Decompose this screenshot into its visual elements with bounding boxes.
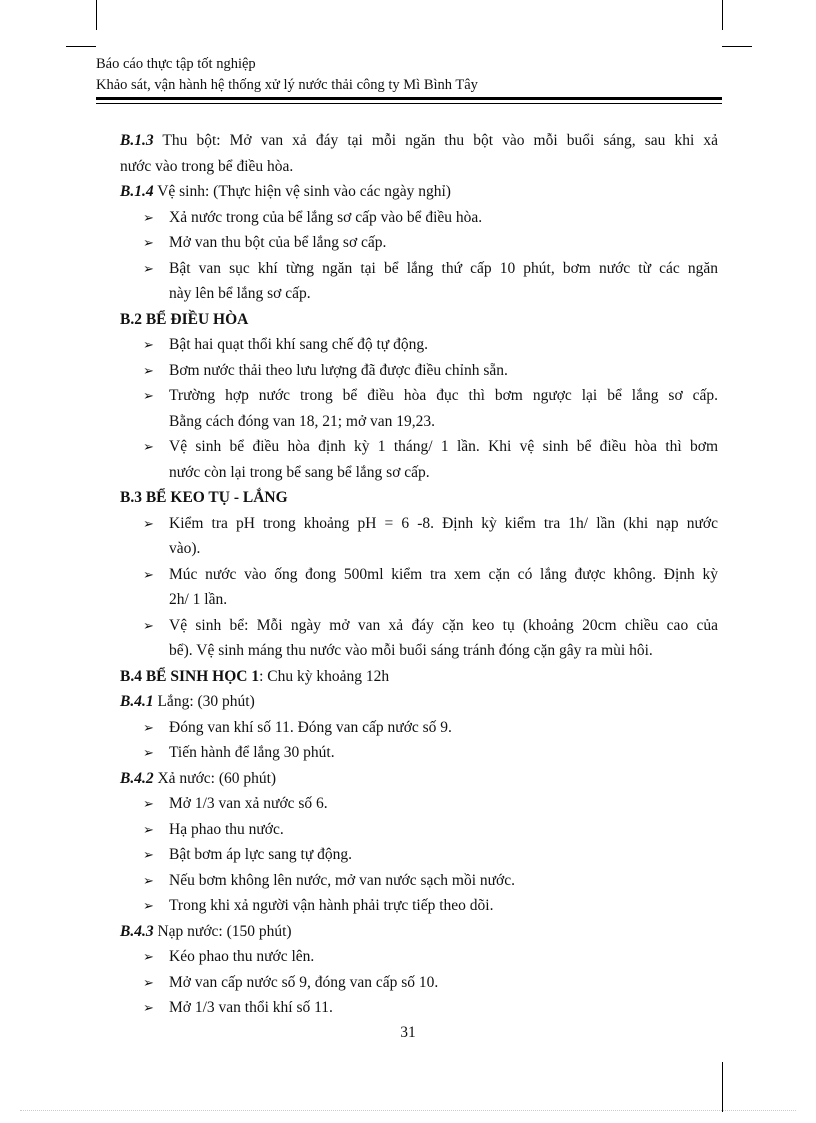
- arrow-bullet-icon: ➢: [143, 209, 154, 225]
- heading-b2: B.2 BỂ ĐIỀU HÒA: [120, 310, 249, 328]
- bullet-text: [169, 511, 718, 562]
- bullet-line: Trường hợp nước trong bể điều hòa đục thì bơm ngược lại bể lắng sơ cấp.: [169, 387, 718, 404]
- crop-mark: [722, 46, 752, 47]
- bullet-item: [120, 332, 718, 358]
- arrow-bullet-icon: ➢: [143, 872, 154, 888]
- arrow-bullet-icon: ➢: [143, 974, 154, 990]
- bullet-line: này lên bể lắng sơ cấp.: [169, 285, 311, 302]
- bullet-item: [120, 970, 718, 996]
- section-label-b14: B.1.4: [120, 183, 154, 200]
- arrow-bullet-icon: ➢: [143, 821, 154, 837]
- bullet-line: Mở van cấp nước số 9, đóng van cấp số 10.: [169, 973, 439, 991]
- arrow-bullet-icon: ➢: [143, 515, 154, 531]
- bullet-text: [169, 893, 718, 919]
- bullet-line: Hạ phao thu nước.: [169, 820, 284, 838]
- bullet-item: [120, 230, 718, 256]
- bullet-line: Mở 1/3 van thổi khí số 11.: [169, 999, 333, 1016]
- bullet-text: [169, 332, 718, 358]
- bullet-item: [120, 893, 718, 919]
- bullet-line: Kéo phao thu nước lên.: [169, 948, 315, 965]
- page-number: 31: [400, 1024, 416, 1041]
- crop-mark: [722, 0, 723, 30]
- paragraph-text: Lắng: (30 phút): [153, 693, 255, 710]
- bullet-text: [169, 970, 718, 996]
- arrow-bullet-icon: ➢: [143, 439, 154, 454]
- paragraph-b14: [120, 179, 718, 205]
- bullet-item: [120, 740, 718, 766]
- bullet-line: nước còn lại trong bể sang bể lắng sơ cấp.: [169, 463, 430, 481]
- bullet-line: Vệ sinh bể điều hòa định kỳ 1 tháng/ 1 lần. Khi vệ sinh bể điều hòa thì bơm: [169, 438, 718, 455]
- bullet-item: [120, 995, 718, 1021]
- section-label-b13: B.1.3: [120, 132, 154, 149]
- bullet-list-b41: [120, 715, 718, 766]
- bullet-line: Mở van thu bột của bể lắng sơ cấp.: [169, 234, 387, 251]
- crop-mark: [66, 46, 96, 47]
- arrow-bullet-icon: ➢: [143, 745, 154, 760]
- bullet-text: [169, 740, 718, 766]
- bullet-item: [120, 205, 718, 231]
- bullet-item: [120, 868, 718, 894]
- bullet-line: Múc nước vào ống đong 500ml kiểm tra xem cặn có lắng được không. Định kỳ: [169, 565, 718, 583]
- arrow-bullet-icon: ➢: [143, 949, 154, 964]
- bullet-item: [120, 434, 718, 485]
- bullet-text: [169, 205, 718, 231]
- document-body: [120, 128, 718, 1021]
- arrow-bullet-icon: ➢: [143, 260, 154, 276]
- arrow-bullet-icon: ➢: [143, 719, 154, 735]
- paragraph-b42: [120, 766, 718, 792]
- arrow-bullet-icon: ➢: [143, 898, 154, 913]
- section-label-b41: B.4.1: [120, 693, 154, 710]
- section-label-b42: B.4.2: [120, 769, 154, 787]
- bullet-item: [120, 383, 718, 434]
- bullet-item: [120, 842, 718, 868]
- bullet-item: [120, 944, 718, 970]
- paragraph-text: Thu bột: Mở van xả đáy tại mỗi ngăn thu bột vào mỗi buổi sáng, sau khi xả: [153, 132, 718, 149]
- bullet-line: Bật bơm áp lực sang tự động.: [169, 846, 352, 863]
- bullet-text: [169, 383, 718, 434]
- arrow-bullet-icon: ➢: [143, 617, 154, 633]
- header-subtitle: Khảo sát, vận hành hệ thống xử lý nước thải công ty Mì Bình Tây: [96, 77, 478, 93]
- arrow-bullet-icon: ➢: [143, 362, 154, 378]
- bullet-text: [169, 995, 718, 1021]
- bullet-text: [169, 715, 718, 741]
- bullet-list-b2: [120, 332, 718, 485]
- arrow-bullet-icon: ➢: [143, 235, 154, 250]
- bullet-list-b14: [120, 205, 718, 307]
- bullet-line: vào).: [169, 540, 201, 557]
- bullet-line: Bơm nước thải theo lưu lượng đã được điều chỉnh sẵn.: [169, 361, 508, 379]
- bullet-text: [169, 434, 718, 485]
- heading-b4-title: B.4 BỂ SINH HỌC 1: [120, 667, 260, 685]
- header-report-title: Báo cáo thực tập tốt nghiệp: [96, 56, 256, 72]
- paragraph-b13-line1: [120, 128, 718, 154]
- paragraph-b43: [120, 919, 718, 945]
- bullet-item: [120, 562, 718, 613]
- bullet-text: [169, 256, 718, 307]
- arrow-bullet-icon: ➢: [143, 847, 154, 862]
- heading-b4: [120, 664, 718, 690]
- paragraph-b41: [120, 689, 718, 715]
- bullet-line: Bật hai quạt thổi khí sang chế độ tự động.: [169, 336, 428, 353]
- paragraph-text: Vệ sinh: (Thực hiện vệ sinh vào các ngày nghỉ): [153, 183, 451, 200]
- bullet-item: [120, 511, 718, 562]
- paragraph-text: Nạp nước: (150 phút): [153, 922, 292, 940]
- bullet-text: [169, 791, 718, 817]
- bullet-list-b42: [120, 791, 718, 919]
- heading-b4-text: : Chu kỳ khoảng 12h: [259, 667, 390, 685]
- bullet-line: Xả nước trong của bể lắng sơ cấp vào bể điều hòa.: [169, 208, 483, 226]
- bullet-line: Bằng cách đóng van 18, 21; mở van 19,23.: [169, 412, 436, 430]
- arrow-bullet-icon: ➢: [143, 796, 154, 811]
- arrow-bullet-icon: ➢: [143, 337, 154, 352]
- paragraph-text: Xả nước: (60 phút): [153, 769, 277, 787]
- bullet-line: 2h/ 1 lần.: [169, 591, 228, 608]
- arrow-bullet-icon: ➢: [143, 1000, 154, 1015]
- bullet-text: [169, 613, 718, 664]
- bullet-text: [169, 817, 718, 843]
- header-rule-thick: [96, 97, 722, 100]
- crop-mark: [722, 1062, 723, 1112]
- page-header: [96, 54, 722, 96]
- arrow-bullet-icon: ➢: [143, 566, 154, 582]
- bullet-list-b43: [120, 944, 718, 1021]
- bullet-line: Trong khi xả người vận hành phải trực tiếp theo dõi.: [169, 897, 494, 914]
- bullet-line: Bật van sục khí từng ngăn tại bể lắng thứ cấp 10 phút, bơm nước từ các ngăn: [169, 259, 718, 277]
- crop-mark: [96, 0, 97, 30]
- bullet-text: [169, 562, 718, 613]
- bullet-line: Đóng van khí số 11. Đóng van cấp nước số 9.: [169, 718, 452, 736]
- bullet-text: [169, 842, 718, 868]
- bullet-item: [120, 817, 718, 843]
- arrow-bullet-icon: ➢: [143, 388, 154, 403]
- bullet-item: [120, 613, 718, 664]
- bullet-list-b3: [120, 511, 718, 664]
- bullet-text: [169, 944, 718, 970]
- bullet-line: Mở 1/3 van xả nước số 6.: [169, 795, 328, 812]
- bullet-text: [169, 230, 718, 256]
- bullet-line: bể). Vệ sinh máng thu nước vào mỗi buổi sáng tránh đóng cặn gây ra mùi hôi.: [169, 642, 653, 659]
- bullet-line: Tiến hành để lắng 30 phút.: [169, 744, 335, 761]
- bullet-item: [120, 256, 718, 307]
- bullet-line: Nếu bơm không lên nước, mở van nước sạch mồi nước.: [169, 871, 515, 889]
- section-label-b43: B.4.3: [120, 922, 154, 940]
- bullet-text: [169, 868, 718, 894]
- bullet-item: [120, 791, 718, 817]
- page-bottom-dotted-line: [20, 1110, 796, 1111]
- header-rule-thin: [96, 103, 722, 104]
- bullet-line: Kiểm tra pH trong khoảng pH = 6 -8. Định kỳ kiểm tra 1h/ lần (khi nạp nước: [169, 514, 718, 532]
- bullet-line: Vệ sinh bể: Mỗi ngày mở van xả đáy cặn keo tụ (khoảng 20cm chiều cao của: [169, 616, 718, 634]
- bullet-item: [120, 358, 718, 384]
- paragraph-b13-line2: nước vào trong bể điều hòa.: [120, 157, 294, 175]
- bullet-text: [169, 358, 718, 384]
- bullet-item: [120, 715, 718, 741]
- heading-b3: B.3 BỂ KEO TỤ - LẮNG: [120, 489, 288, 506]
